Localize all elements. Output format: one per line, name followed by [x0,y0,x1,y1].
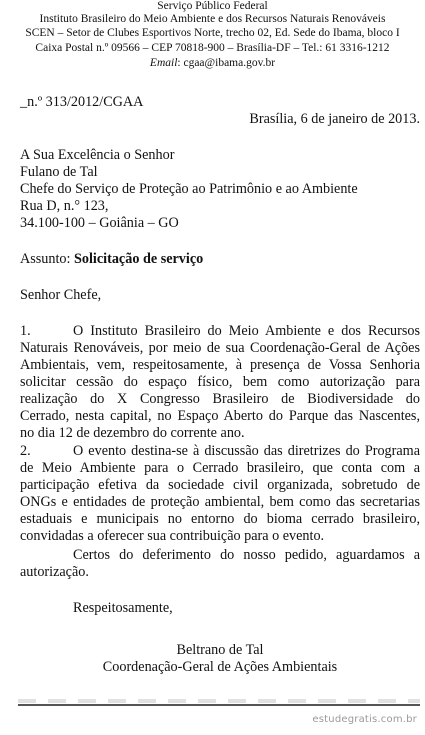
email-label: Email [149,57,178,69]
subject-line [20,251,203,268]
footer-divider [18,704,420,706]
paragraph-1-line: solicitar cessão do espaço físico, bem como autorização para [20,374,420,390]
subject-value: Solicitação de serviço [74,251,204,267]
paragraph-2-line: O evento destina-se à discussão das diretrizes do Programa [73,443,420,459]
paragraph-2-line: ONGs e entidades de proteção ambiental, bem como das secretarias [20,494,420,510]
place-date: Brasília, 6 de janeiro de 2013. [249,111,420,127]
vocative: Senhor Chefe, [20,287,102,303]
paragraph-1-line: Ambientais, vem, respeitosamente, à presença de Vossa Senhoria [20,357,420,373]
signer-name: Beltrano de Tal [176,642,264,658]
recipient-position: Chefe do Serviço de Proteção ao Patrimônio e ao Ambiente [20,181,358,197]
closing-line: autorização. [20,564,89,580]
header-contact: Caixa Postal n.º 09566 – CEP 70818-900 – Brasília-DF – Tel.: 61 3316-1212 [35,42,390,54]
paragraph-1-line: no dia 12 de dezembro do corrente ano. [20,425,245,441]
paragraph-1-line: O Instituto Brasileiro do Meio Ambiente e dos Recursos [73,323,420,339]
paragraph-1-line: Cerrado, nesta capital, no Espaço Aberto do Parque das Nascentes, [20,408,420,424]
valediction: Respeitosamente, [73,600,173,616]
site-watermark: estudegratis.com.br [312,714,417,725]
paragraph-2-number: 2. [20,443,31,459]
header-address: SCEN – Setor de Clubes Esportivos Norte, trecho 02, Ed. Sede do Ibama, bloco I [25,27,400,39]
letter-number: _n.º 313/2012/CGAA [20,94,144,110]
paragraph-1-number: 1. [20,323,31,339]
subject-label: Assunto: [20,251,71,267]
header-institution: Instituto Brasileiro do Meio Ambiente e dos Recursos Naturais Renováveis [39,13,386,25]
paragraph-2-line: estaduais e municipais no entorno do bioma cerrado brasileiro, [20,511,420,527]
paragraph-1-line: Naturais Renováveis, por meio de sua Coordenação-Geral de Ações [20,340,420,356]
signer-title: Coordenação-Geral de Ações Ambientais [102,659,338,675]
paragraph-1-line: realização do X Congresso Brasileiro de Biodiversidade do [20,391,420,407]
recipient-salutation: A Sua Excelência o Senhor [20,147,175,163]
cropped-text-remnant [18,699,420,703]
email-address: : cgaa@ibama.gov.br [177,57,276,69]
recipient-city: 34.100-100 – Goiânia – GO [20,215,179,231]
closing-line: Certos do deferimento do nosso pedido, aguardamos a [73,547,420,563]
header-email [0,56,425,70]
recipient-street: Rua D, n.° 123, [20,198,109,214]
recipient-name: Fulano de Tal [20,164,98,180]
header-federal-service: Serviço Público Federal [157,0,268,12]
paragraph-2-line: convidadas a oferecer sua contribuição para o evento. [20,528,325,544]
paragraph-2-line: de Meio Ambiente para o Cerrado brasileiro, que conta com a [20,460,420,476]
paragraph-2-line: participação efetiva da sociedade civil organizada, sobretudo de [20,477,420,493]
